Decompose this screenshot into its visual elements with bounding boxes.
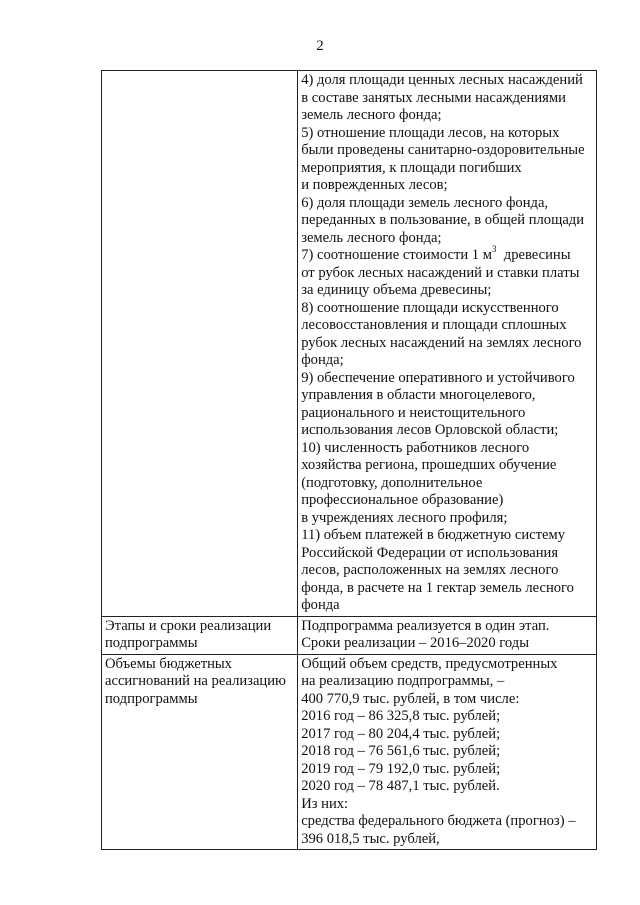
text-line: и поврежденных лесов; [301, 177, 448, 193]
text-line: 2017 год – 80 204,4 тыс. рублей; [301, 725, 501, 742]
text-line: 8) соотношение площади искусственного [301, 299, 559, 316]
text-line: Этапы и сроки реализации [105, 617, 272, 634]
text-line: подпрограммы [105, 635, 198, 651]
text-line: фонда, в расчете на 1 гектар земель лесного [301, 579, 574, 596]
text-line: Российской Федерации от использования [301, 544, 559, 561]
text-line: 9) обеспечение оперативного и устойчивого [301, 369, 575, 386]
text-line: фонда [301, 597, 340, 613]
text-line: фонда; [301, 352, 344, 368]
text-line: 10) численность работников лесного [301, 439, 530, 456]
text-line: использования лесов Орловской области; [301, 422, 559, 438]
text-line: 396 018,5 тыс. рублей, [301, 830, 440, 847]
text-line: от рубок лесных насаждений и ставки платы [301, 264, 580, 281]
cost-ratio-suffix: древесины [496, 247, 571, 263]
text-line: 2019 год – 79 192,0 тыс. рублей; [301, 760, 501, 777]
text-line: лесов, расположенных на землях лесного [301, 562, 559, 578]
text-line: 2020 год – 78 487,1 тыс. рублей. [301, 778, 500, 794]
text-line: профессиональное образование) [301, 492, 504, 508]
text-line: Объемы бюджетных [105, 655, 232, 672]
text-line: земель лесного фонда; [301, 229, 442, 246]
text-line: лесовосстановления и площади сплошных [301, 317, 567, 333]
text-line: переданных в пользование, в общей площади [301, 212, 585, 228]
page-number: 2 [316, 38, 324, 54]
text-line: подпрограммы [105, 690, 198, 707]
text-line: Из них: [301, 795, 349, 812]
text-line: на реализацию подпрограммы, – [301, 673, 505, 689]
text-line: в учреждениях лесного профиля; [301, 509, 508, 526]
indicators-cell [298, 71, 597, 617]
text-line: 400 770,9 тыс. рублей, в том числе: [301, 690, 520, 707]
text-line: были проведены санитарно-оздоровительные [301, 142, 585, 158]
text-line: земель лесного фонда; [301, 107, 442, 123]
stages-label-cell [102, 616, 298, 654]
funding-value-cell [298, 654, 597, 850]
text-line: за единицу объема древесины; [301, 282, 492, 298]
text-line: 11) объем платежей в бюджетную систему [301, 527, 565, 543]
text-line: рубок лесных насаждений на землях лесного [301, 334, 582, 351]
text-line: 2016 год – 86 325,8 тыс. рублей; [301, 708, 501, 724]
text-line: мероприятия, к площади погибших [301, 159, 522, 176]
text-line: управления в области многоцелевого, [301, 387, 536, 403]
table-row-stages [102, 616, 597, 654]
row-label-cell [102, 71, 298, 617]
text-line: Подпрограмма реализуется в один этап. [301, 617, 550, 634]
text-line: Общий объем средств, предусмотренных [301, 655, 558, 672]
passport-table [101, 70, 597, 850]
text-line: ассигнований на реализацию [105, 673, 286, 689]
cubic-superscript: 3 [491, 244, 497, 255]
text-line: средства федерального бюджета (прогноз) – [301, 813, 576, 829]
text-line: 5) отношение площади лесов, на которых [301, 124, 560, 141]
table-row-indicators [102, 71, 597, 617]
text-line: (подготовку, дополнительное [301, 474, 483, 491]
text-line-with-superscript [301, 244, 593, 265]
text-line: Сроки реализации – 2016–2020 годы [301, 635, 530, 651]
table-row-funding [102, 654, 597, 850]
text-line: хозяйства региона, прошедших обучение [301, 457, 557, 473]
cost-ratio-text: 7) соотношение стоимости 1 м [301, 247, 492, 263]
stages-value-cell [298, 616, 597, 654]
text-line: в составе занятых лесными насаждениями [301, 89, 566, 106]
text-line: рационального и неистощительного [301, 404, 526, 421]
text-line: 6) доля площади земель лесного фонда, [301, 194, 549, 211]
text-line: 4) доля площади ценных лесных насаждений [301, 72, 583, 88]
funding-label-cell [102, 654, 298, 850]
text-line: 2018 год – 76 561,6 тыс. рублей; [301, 743, 501, 759]
